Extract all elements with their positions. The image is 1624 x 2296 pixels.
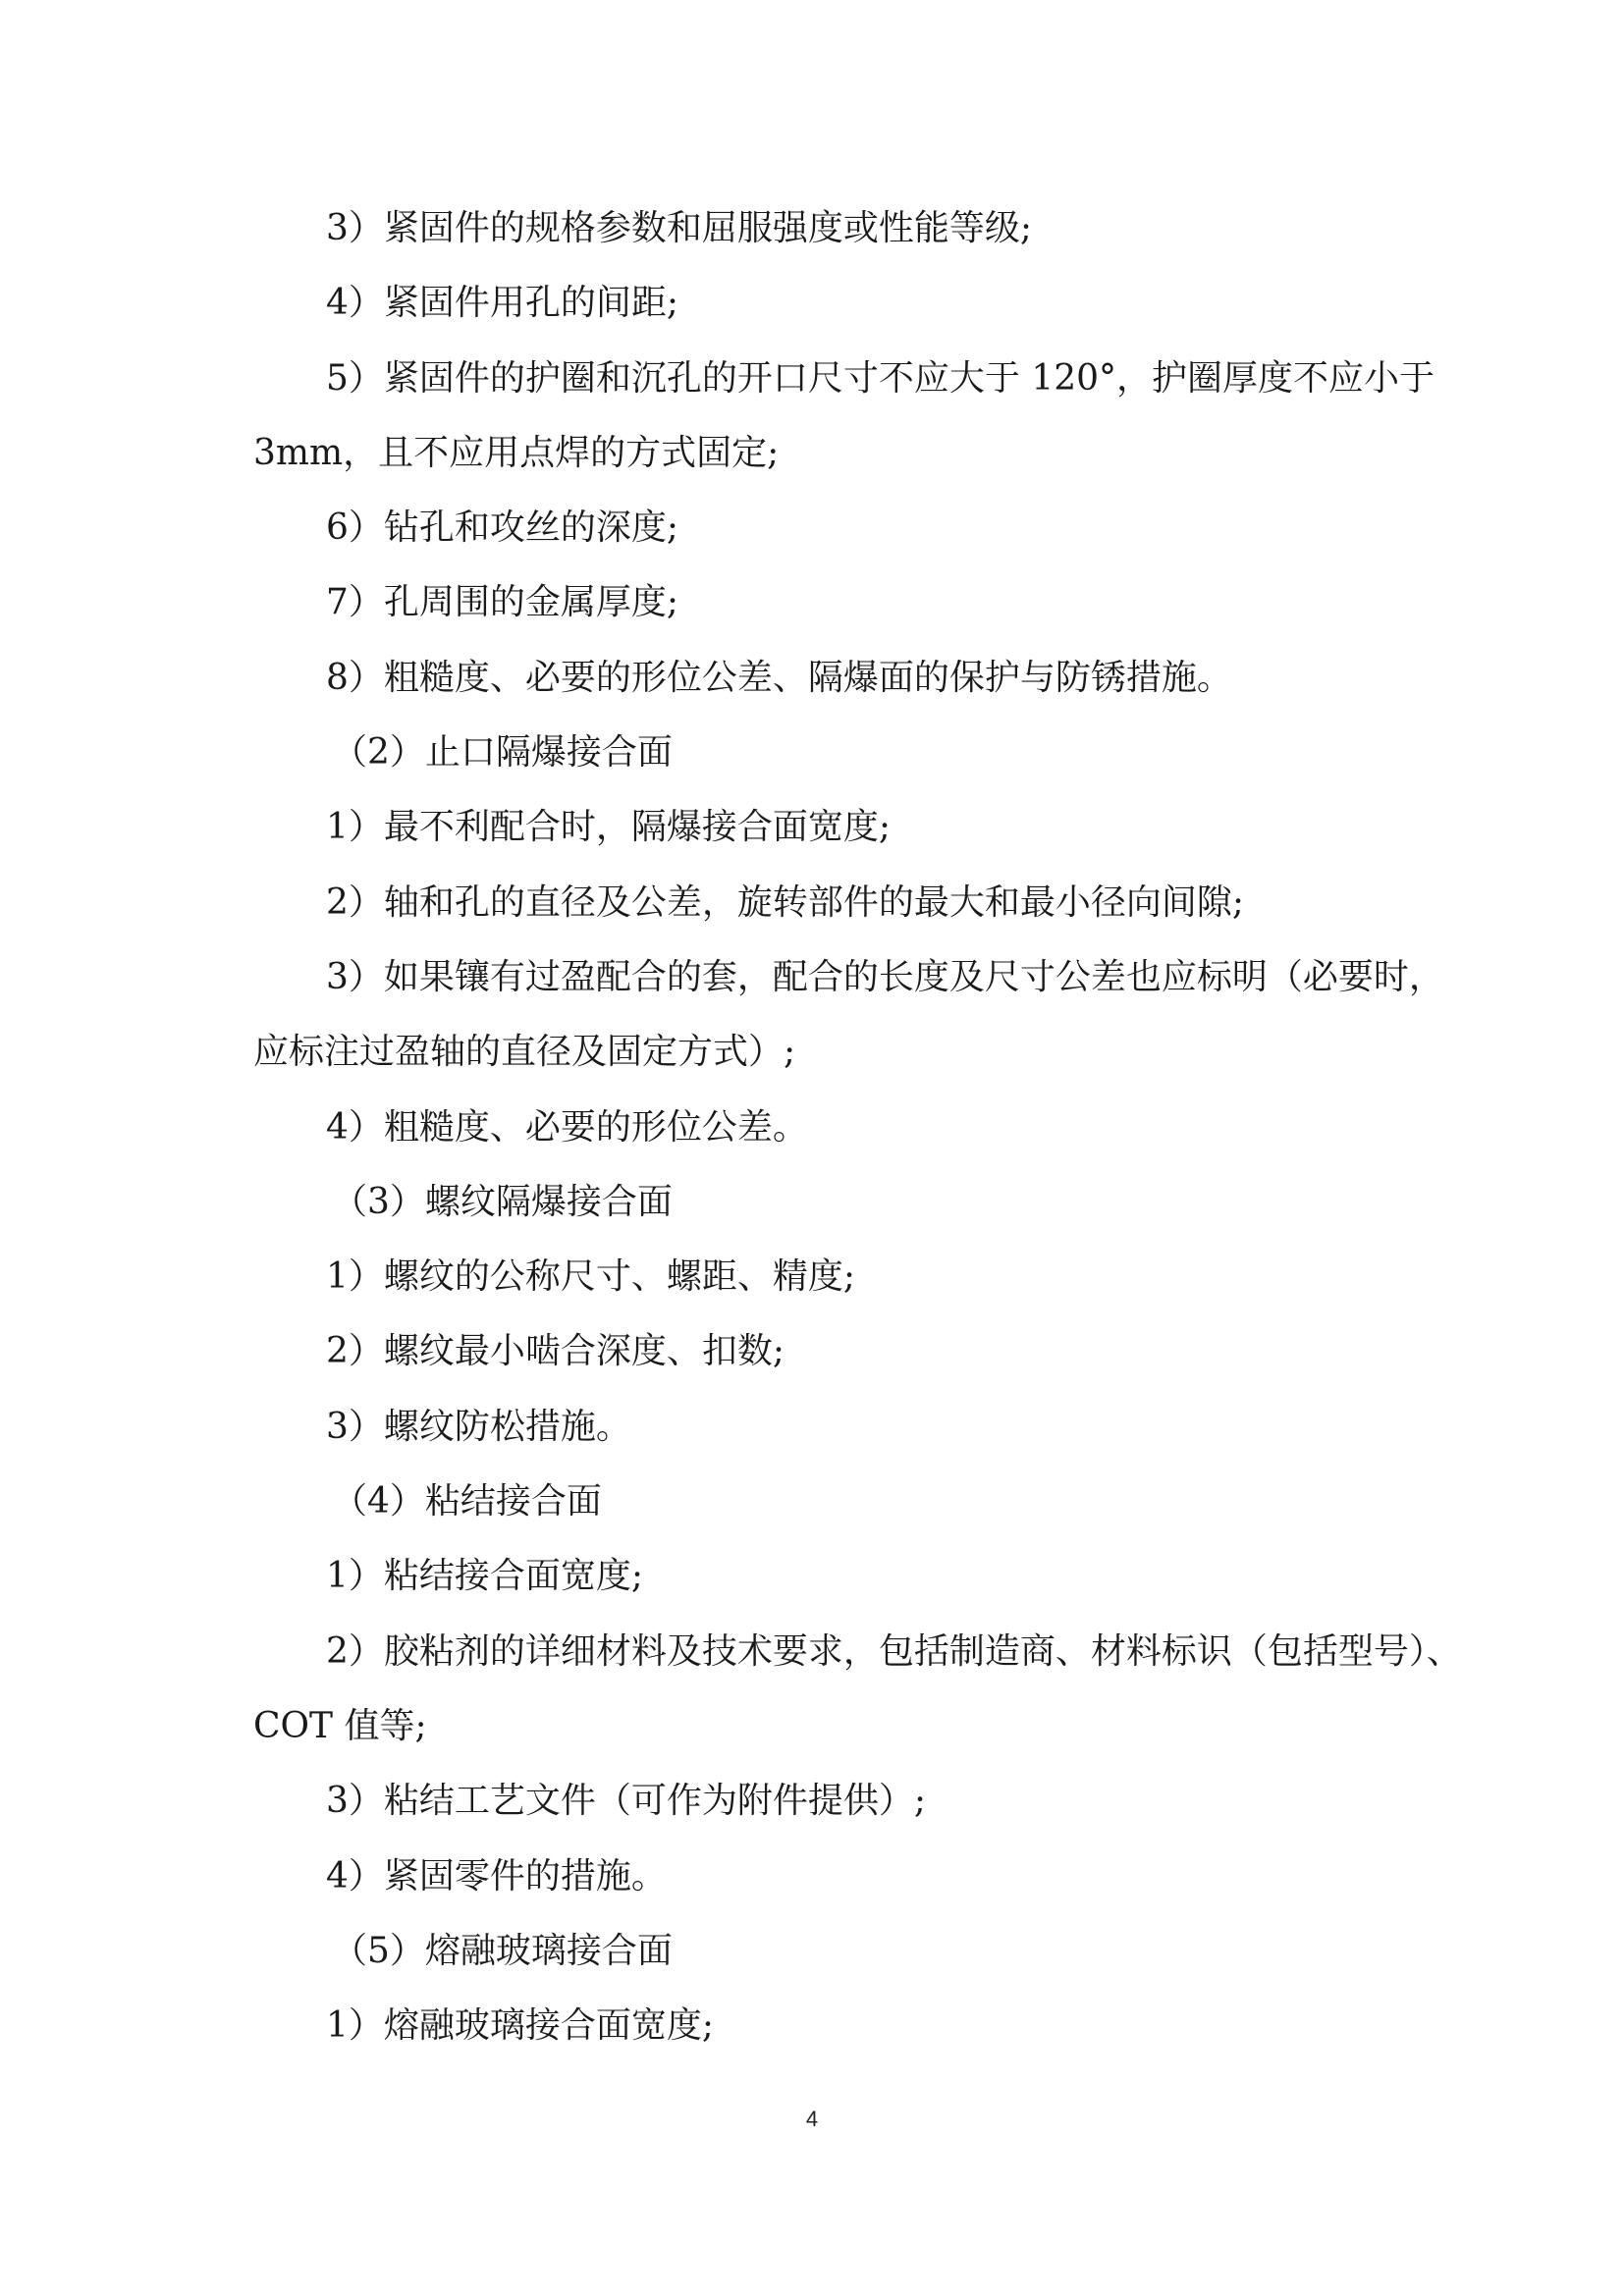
body-text — [253, 191, 1461, 2063]
list-item: 7）孔周围的金属厚度; — [326, 582, 679, 623]
list-item: 4）紧固件用孔的间距; — [326, 283, 679, 324]
list-item: 1）最不利配合时，隔爆接合面宽度; — [326, 807, 892, 848]
list-item: 1）熔融玻璃接合面宽度; — [326, 2005, 715, 2047]
section-heading: （4）粘结接合面 — [332, 1481, 602, 1522]
list-item: 5）紧固件的护圈和沉孔的开口尺寸不应大于 120°，护圈厚度不应小于 — [326, 357, 1435, 399]
list-item: 3）紧固件的规格参数和屈服强度或性能等级; — [326, 208, 1033, 248]
list-item: 8）粗糙度、必要的形位公差、隔爆面的保护与防锈措施。 — [326, 657, 1232, 698]
list-item: 3）粘结工艺文件（可作为附件提供）; — [326, 1781, 927, 1822]
list-item-continuation: 应标注过盈轴的直径及固定方式）; — [253, 1032, 796, 1073]
list-item: 2）胶粘剂的详细材料及技术要求，包括制造商、材料标识（包括型号）、 — [326, 1630, 1462, 1672]
page-number: 4 — [805, 2107, 819, 2131]
list-item: 1）螺纹的公称尺寸、螺距、精度; — [326, 1256, 856, 1298]
section-heading: （5）熔融玻璃接合面 — [332, 1930, 673, 1971]
list-item: 4）紧固零件的措施。 — [326, 1855, 667, 1896]
list-item: 6）钻孔和攻丝的深度; — [326, 507, 679, 549]
list-item: 4）粗糙度、必要的形位公差。 — [326, 1106, 808, 1148]
list-item: 3）螺纹防松措施。 — [326, 1406, 631, 1447]
list-item: 3）如果镶有过盈配合的套，配合的长度及尺寸公差也应标明（必要时， — [326, 956, 1444, 997]
list-item-continuation: 3mm，且不应用点焊的方式固定; — [253, 432, 780, 473]
list-item-continuation: COT 值等; — [253, 1705, 427, 1746]
section-heading: （3）螺纹隔爆接合面 — [332, 1181, 673, 1222]
section-heading: （2）止口隔爆接合面 — [332, 732, 673, 774]
list-item: 2）轴和孔的直径及公差，旋转部件的最大和最小径向间隙; — [326, 881, 1245, 923]
list-item: 1）粘结接合面宽度; — [326, 1556, 644, 1597]
list-item: 2）螺纹最小啮合深度、扣数; — [326, 1331, 785, 1372]
